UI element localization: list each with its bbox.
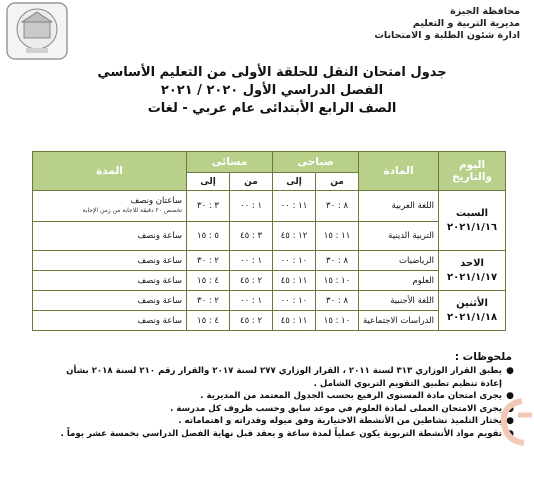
notes-list <box>42 365 516 441</box>
list-item <box>42 428 514 441</box>
table-row <box>33 251 506 271</box>
table-row <box>33 191 506 222</box>
morning-to-cell: ١١ : ٤٥ <box>273 311 316 331</box>
header-evening: مسائى <box>187 152 273 173</box>
evening-to-cell: ٣ : ٣٠ <box>187 191 230 222</box>
day-cell <box>439 191 506 251</box>
morning-from-cell: ٨ : ٣٠ <box>316 291 359 311</box>
duration-cell: ساعة ونصف <box>33 222 187 251</box>
table-row <box>33 222 506 251</box>
bullet-icon: ● <box>506 416 514 427</box>
duration-cell: ساعة ونصف <box>33 291 187 311</box>
evening-to-cell: ٢ : ٣٠ <box>187 251 230 271</box>
bullet-icon: ● <box>506 428 514 439</box>
notes-title: ملحوظات : <box>454 351 512 363</box>
subject-cell: الدراسات الاجتماعية <box>359 311 439 331</box>
duration-note: تخصص ٢٠ دقيقة للاجابة من زمن الإجابة <box>82 207 182 214</box>
bullet-icon: ● <box>506 366 514 376</box>
morning-from-cell: ١٠ : ١٥ <box>316 271 359 291</box>
morning-from-cell: ١١ : ١٥ <box>316 222 359 251</box>
morning-to-cell: ١٠ : ٠٠ <box>273 291 316 311</box>
watermark-icon <box>494 393 534 453</box>
morning-to-cell: ١١ : ٤٥ <box>273 271 316 291</box>
note-text: تقويم مواد الأنشطة التربوية يكون عملياً لمدة ساعة و يعقد قبل نهاية الفصل الدراسي بخمسة عشر يوماً . <box>60 428 502 439</box>
list-item <box>42 415 514 428</box>
header-morning: صباحى <box>273 152 359 173</box>
day-name: الاحد <box>460 257 484 269</box>
evening-from-cell: ١ : ٠٠ <box>230 251 273 271</box>
list-item <box>42 390 514 403</box>
list-item <box>42 365 514 390</box>
term-title: الفصل الدراسي الأول ٢٠٢٠ / ٢٠٢١ <box>160 83 384 98</box>
evening-to-cell: ٤ : ١٥ <box>187 271 230 291</box>
note-text: يجرى امتحان مادة المستوى الرفيع بحسب الجدول المعتمد من المديرية . <box>200 391 502 402</box>
evening-from-cell: ٣ : ٤٥ <box>230 222 273 251</box>
bullet-icon: ● <box>506 403 514 414</box>
duration-cell <box>33 191 187 222</box>
day-name: الأثنين <box>456 297 488 309</box>
schedule-title: جدول امتحان النقل للحلقة الأولى من التعليم الأساسي <box>97 65 447 80</box>
note-text: يختار التلميذ نشاطين من الأنشطة الاختيارية وفق ميوله وقدراته و اهتماماته . <box>178 416 502 427</box>
subject-cell: العلوم <box>359 271 439 291</box>
duration-cell: ساعة ونصف <box>33 271 187 291</box>
ministry-logo-icon <box>6 2 68 60</box>
morning-to-cell: ١٢ : ٤٥ <box>273 222 316 251</box>
morning-from-cell: ١٠ : ١٥ <box>316 311 359 331</box>
morning-from-cell: ٨ : ٣٠ <box>316 251 359 271</box>
evening-to-cell: ٢ : ٣٠ <box>187 291 230 311</box>
duration-cell: ساعة ونصف <box>33 311 187 331</box>
directorate-label: مديرية التربية و التعليم <box>412 18 520 29</box>
duration-text: ساعتان ونصف <box>130 196 182 206</box>
table-row <box>33 291 506 311</box>
day-cell <box>439 291 506 331</box>
administration-label: ادارة شئون الطلبة و الامتحانات <box>374 30 520 41</box>
day-name: السبت <box>456 207 489 219</box>
evening-from-cell: ٢ : ٤٥ <box>230 271 273 291</box>
header-duration: المدة <box>33 152 187 191</box>
morning-to-cell: ١١ : ٠٠ <box>273 191 316 222</box>
morning-to-cell: ١٠ : ٠٠ <box>273 251 316 271</box>
header-evening-from: من <box>230 173 273 191</box>
day-date: ٢٠٢١/١/١٨ <box>447 311 498 323</box>
evening-to-cell: ٤ : ١٥ <box>187 311 230 331</box>
directorate-header <box>350 6 520 42</box>
day-date: ٢٠٢١/١/١٦ <box>447 221 498 233</box>
header-evening-to: إلى <box>187 173 230 191</box>
subject-cell: التربية الدينية <box>359 222 439 251</box>
note-text: يجرى الامتحان العملى لمادة العلوم في موعد سابق وحسب ظروف كل مدرسة . <box>170 403 502 414</box>
list-item <box>42 403 514 416</box>
morning-from-cell: ٨ : ٣٠ <box>316 191 359 222</box>
header-day: اليوم والتاريخ <box>439 152 506 191</box>
subject-cell: اللغة العربية <box>359 191 439 222</box>
subject-cell: الرياضيات <box>359 251 439 271</box>
evening-from-cell: ٢ : ٤٥ <box>230 311 273 331</box>
duration-cell: ساعة ونصف <box>33 251 187 271</box>
document-titles <box>80 64 464 118</box>
governorate-label: محافظة الجيزة <box>450 6 520 17</box>
table-row <box>33 271 506 291</box>
day-date: ٢٠٢١/١/١٧ <box>447 271 498 283</box>
bullet-icon: ● <box>506 391 514 402</box>
table-row <box>33 311 506 331</box>
subject-cell: اللغة الأجنبية <box>359 291 439 311</box>
day-cell <box>439 251 506 291</box>
header-morning-from: من <box>316 173 359 191</box>
header-subject: المادة <box>359 152 439 191</box>
evening-from-cell: ١ : ٠٠ <box>230 191 273 222</box>
exam-schedule-table <box>32 151 506 331</box>
evening-to-cell: ٥ : ١٥ <box>187 222 230 251</box>
note-text: يطبق القرار الوزاري ٣١٣ لسنة ٢٠١١ ، القرار الوزاري ٢٧٧ لسنة ٢٠١٧ والقرار رقم ٢١٠ لسنة ٢٠١٨ بشأن إعادة تنظيم تطبيق التقويم التربوي الشامل . <box>66 366 502 389</box>
grade-title: الصف الرابع الأبتدائى عام عربي - لغات <box>147 101 397 116</box>
header-morning-to: إلى <box>273 173 316 191</box>
evening-from-cell: ١ : ٠٠ <box>230 291 273 311</box>
